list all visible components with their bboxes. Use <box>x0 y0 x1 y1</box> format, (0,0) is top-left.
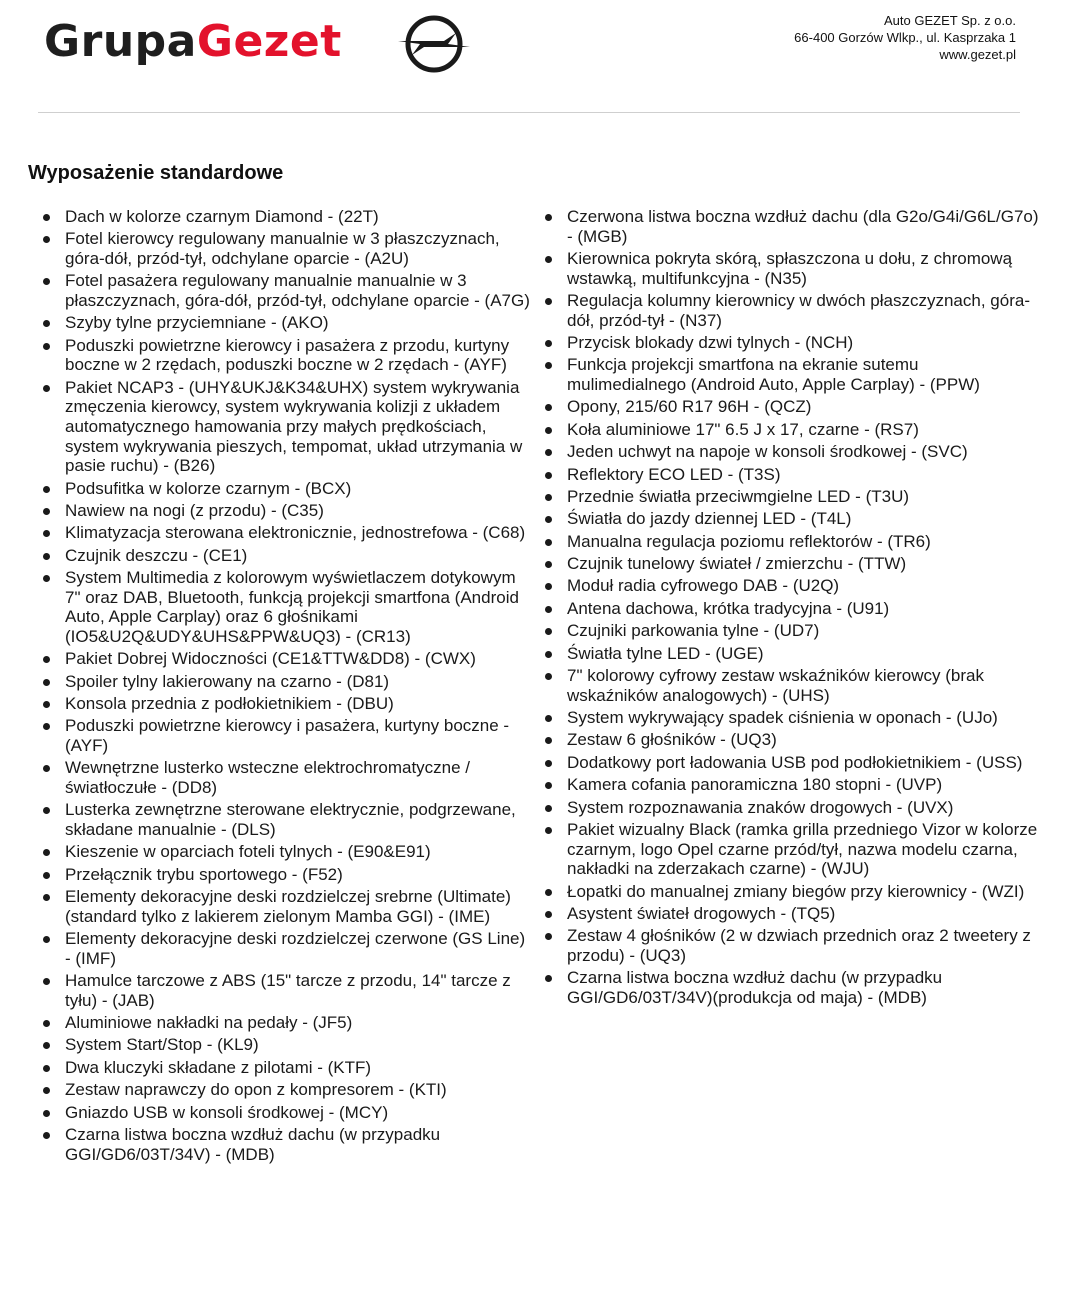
equipment-item: Wewnętrzne lusterko wsteczne elektrochromatyczne / światłoczułe - (DD8) <box>40 758 530 797</box>
equipment-item: Kieszenie w oparciach foteli tylnych - (E90&E91) <box>40 842 530 862</box>
equipment-item: Moduł radia cyfrowego DAB - (U2Q) <box>542 576 1042 596</box>
equipment-item: Pakiet Dobrej Widoczności (CE1&TTW&DD8) - (CWX) <box>40 649 530 669</box>
equipment-item: Zestaw 4 głośników (2 w dzwiach przednich oraz 2 tweetery z przodu) - (UQ3) <box>542 926 1042 965</box>
equipment-item: Klimatyzacja sterowana elektronicznie, jednostrefowa - (C68) <box>40 523 530 543</box>
section-title: Wyposażenie standardowe <box>28 162 284 184</box>
equipment-item: Kierownica pokryta skórą, spłaszczona u dołu, z chromową wstawką, multifunkcyjna - (N35) <box>542 249 1042 288</box>
equipment-item: Pakiet NCAP3 - (UHY&UKJ&K34&UHX) system wykrywania zmęczenia kierowcy, system wykrywania kolizji z układem automatycznego hamowania przy małych prędkościach, system wykrywania pieszych, tempomat, układ utrzymania w pasie ruchu) - (B26) <box>40 378 530 476</box>
equipment-item: Podsufitka w kolorze czarnym - (BCX) <box>40 479 530 499</box>
equipment-item: Czarna listwa boczna wzdłuż dachu (w przypadku GGI/GD6/03T/34V) - (MDB) <box>40 1125 530 1164</box>
equipment-item: Hamulce tarczowe z ABS (15" tarcze z przodu, 14" tarcze z tyłu) - (JAB) <box>40 971 530 1010</box>
equipment-item: Gniazdo USB w konsoli środkowej - (MCY) <box>40 1103 530 1123</box>
equipment-item: System Start/Stop - (KL9) <box>40 1035 530 1055</box>
equipment-item: Przednie światła przeciwmgielne LED - (T3U) <box>542 487 1042 507</box>
company-name: Auto GEZET Sp. z o.o. <box>884 13 1016 28</box>
equipment-item: Manualna regulacja poziomu reflektorów - (TR6) <box>542 532 1042 552</box>
equipment-item: Koła aluminiowe 17" 6.5 J x 17, czarne - (RS7) <box>542 420 1042 440</box>
equipment-item: System wykrywający spadek ciśnienia w oponach - (UJo) <box>542 708 1042 728</box>
logo-text-grupa: Grupa <box>44 16 197 67</box>
equipment-item: Łopatki do manualnej zmiany biegów przy kierownicy - (WZI) <box>542 882 1042 902</box>
equipment-list-left <box>40 207 530 1164</box>
equipment-item: Dach w kolorze czarnym Diamond - (22T) <box>40 207 530 227</box>
equipment-item: Światła do jazdy dziennej LED - (T4L) <box>542 509 1042 529</box>
equipment-item: Asystent świateł drogowych - (TQ5) <box>542 904 1042 924</box>
grupa-gezet-logo <box>44 14 342 70</box>
equipment-item: Szyby tylne przyciemniane - (AKO) <box>40 313 530 333</box>
company-address: 66-400 Gorzów Wlkp., ul. Kasprzaka 1 <box>794 30 1016 45</box>
company-website: www.gezet.pl <box>939 47 1016 62</box>
equipment-item: Spoiler tylny lakierowany na czarno - (D81) <box>40 672 530 692</box>
equipment-item: Lusterka zewnętrzne sterowane elektrycznie, podgrzewane, składane manualnie - (DLS) <box>40 800 530 839</box>
equipment-item: Elementy dekoracyjne deski rozdzielczej czerwone (GS Line) - (IMF) <box>40 929 530 968</box>
logo-text-gezet: Gezet <box>196 16 342 67</box>
equipment-item: Regulacja kolumny kierownicy w dwóch płaszczyznach, góra-dół, przód-tył - (N37) <box>542 291 1042 330</box>
equipment-item: Poduszki powietrzne kierowcy i pasażera, kurtyny boczne - (AYF) <box>40 716 530 755</box>
equipment-item: Czerwona listwa boczna wzdłuż dachu (dla G2o/G4i/G6L/G7o) - (MGB) <box>542 207 1042 246</box>
equipment-item: Czarna listwa boczna wzdłuż dachu (w przypadku GGI/GD6/03T/34V)(produkcja od maja) - (MDB) <box>542 968 1042 1007</box>
equipment-item: 7" kolorowy cyfrowy zestaw wskaźników kierowcy (brak wskaźników analogowych) - (UHS) <box>542 666 1042 705</box>
equipment-item: Czujnik deszczu - (CE1) <box>40 546 530 566</box>
equipment-item: Czujniki parkowania tylne - (UD7) <box>542 621 1042 641</box>
header-divider <box>38 112 1020 113</box>
equipment-item: Przełącznik trybu sportowego - (F52) <box>40 865 530 885</box>
opel-lightning-icon <box>396 14 472 74</box>
equipment-item: Zestaw naprawczy do opon z kompresorem - (KTI) <box>40 1080 530 1100</box>
equipment-item: System rozpoznawania znaków drogowych - (UVX) <box>542 798 1042 818</box>
equipment-item: Nawiew na nogi (z przodu) - (C35) <box>40 501 530 521</box>
equipment-item: Dwa kluczyki składane z pilotami - (KTF) <box>40 1058 530 1078</box>
company-info <box>794 12 1016 63</box>
equipment-item: Zestaw 6 głośników - (UQ3) <box>542 730 1042 750</box>
equipment-item: Antena dachowa, krótka tradycyjna - (U91) <box>542 599 1042 619</box>
equipment-item: Dodatkowy port ładowania USB pod podłokietnikiem - (USS) <box>542 753 1042 773</box>
equipment-item: Jeden uchwyt na napoje w konsoli środkowej - (SVC) <box>542 442 1042 462</box>
equipment-item: Poduszki powietrzne kierowcy i pasażera z przodu, kurtyny boczne w 2 rzędach, poduszki boczne w 2 rzędach - (AYF) <box>40 336 530 375</box>
equipment-item: Reflektory ECO LED - (T3S) <box>542 465 1042 485</box>
equipment-item: Opony, 215/60 R17 96H - (QCZ) <box>542 397 1042 417</box>
equipment-item: Czujnik tunelowy świateł / zmierzchu - (TTW) <box>542 554 1042 574</box>
equipment-item: Światła tylne LED - (UGE) <box>542 644 1042 664</box>
equipment-item: Elementy dekoracyjne deski rozdzielczej srebrne (Ultimate) (standard tylko z lakierem zielonym Mamba GGI) - (IME) <box>40 887 530 926</box>
equipment-item: Pakiet wizualny Black (ramka grilla przedniego Vizor w kolorze czarnym, logo Opel czarne przód/tył, nazwa modelu czarna, nakładki na zderzakach czarne) - (WJU) <box>542 820 1042 879</box>
equipment-item: Kamera cofania panoramiczna 180 stopni - (UVP) <box>542 775 1042 795</box>
equipment-item: Fotel kierowcy regulowany manualnie w 3 płaszczyznach, góra-dół, przód-tył, odchylane oparcie - (A2U) <box>40 229 530 268</box>
equipment-list-right <box>542 207 1042 1007</box>
equipment-item: Fotel pasażera regulowany manualnie manualnie w 3 płaszczyznach, góra-dół, przód-tył, odchylane oparcie - (A7G) <box>40 271 530 310</box>
equipment-item: Aluminiowe nakładki na pedały - (JF5) <box>40 1013 530 1033</box>
equipment-item: System Multimedia z kolorowym wyświetlaczem dotykowym 7" oraz DAB, Bluetooth, funkcją projekcji smartfona (Android Auto, Apple Carplay) oraz 6 głośnikami (IO5&U2Q&UDY&UHS&PPW&UQ3) - (CR13) <box>40 568 530 646</box>
equipment-item: Przycisk blokady dzwi tylnych - (NCH) <box>542 333 1042 353</box>
equipment-item: Konsola przednia z podłokietnikiem - (DBU) <box>40 694 530 714</box>
equipment-item: Funkcja projekcji smartfona na ekranie sutemu mulimedialnego (Android Auto, Apple Carplay) - (PPW) <box>542 355 1042 394</box>
